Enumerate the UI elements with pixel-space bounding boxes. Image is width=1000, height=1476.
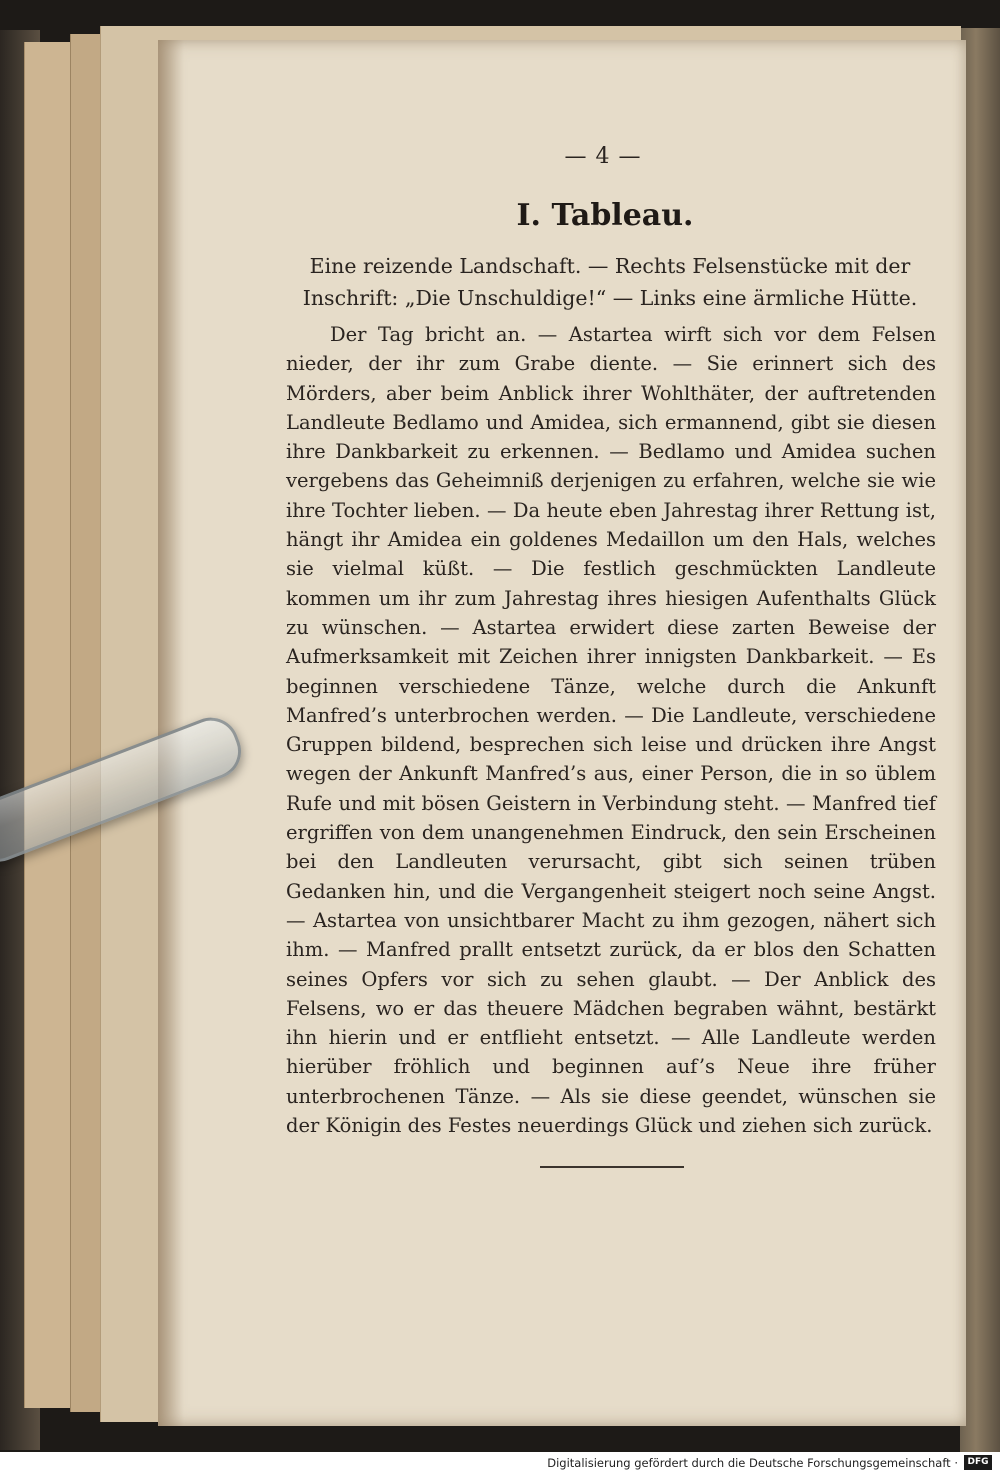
dfg-logo-icon: DFG [964, 1455, 992, 1470]
body-paragraph: Der Tag bricht an. — Astartea wirft sich vor dem Felsen nieder, der ihr zum Grabe diente. — Sie erinnert sich des Mörders, aber beim Anblick ihrer Wohlthäter, der auftretenden Landleute Bedlamo und Amidea, sich ermannend, gibt sie diesen ihre Dankbarkeit zu erkennen. — Bedlamo und Amidea suchen vergebens das Geheimniß derjenigen zu erfahren, welche sie wie ihre Tochter lieben. — Da heute eben Jahrestag ihrer Rettung ist, hängt ihr Amidea ein goldenes Medaillon um den Hals, welches sie vielmal küßt. — Die festlich geschmückten Landleute kommen um ihr zum Jahrestag ihres hiesigen Aufenthalts Glück zu wünschen. — Astartea erwidert diese zarten Beweise der Aufmerksamkeit mit Zeichen ihrer innigsten Dankbarkeit. — Es beginnen verschiedene Tänze, welche durch die Ankunft Manfred’s unterbrochen werden. — Die Landleute, verschiedene Gruppen bildend, besprechen sich leise und drücken ihre Angst wegen der Ankunft Manfred’s aus, einer Person, die in so üblem Rufe und mit bösen Geistern in Verbindung steht. — Manfred tief ergriffen von dem unangenehmen Eindruck, den sein Erscheinen bei den Landleuten verursacht, gibt sich seinen trüben Gedanken hin, und die Vergangenheit steigert noch seine Angst. — Astartea von unsichtbarer Macht zu ihm gezogen, nähert sich ihm. — Manfred prallt entsetzt zurück, da er blos den Schatten seines Opfers vor sich zu sehen glaubt. — Der Anblick des Felsens, wo er das theuere Mädchen begraben wähnt, bestärkt ihn hierin und er entflieht entsetzt. — Alle Landleute werden hierüber fröhlich und beginnen auf’s Neue ihre früher unterbrochenen Tänze. — Als sie diese geendet, wünschen sie der Königin des Festes neuerdings Glück und ziehen sich zurück. [286, 323, 936, 1138]
tableau-heading: I. Tableau. [516, 198, 694, 233]
book-cover-right [960, 28, 1000, 1452]
digitization-credit: Digitalisierung gefördert durch die Deutsche Forschungsgemeinschaft · [547, 1456, 958, 1470]
page-number: — 4 — [564, 144, 642, 169]
end-rule-divider [540, 1166, 684, 1168]
stage-direction: Eine reizende Landschaft. — Rechts Felsenstücke mit der Inschrift: „Die Unschuldige!“ — Links eine ärmliche Hütte. [302, 254, 918, 310]
